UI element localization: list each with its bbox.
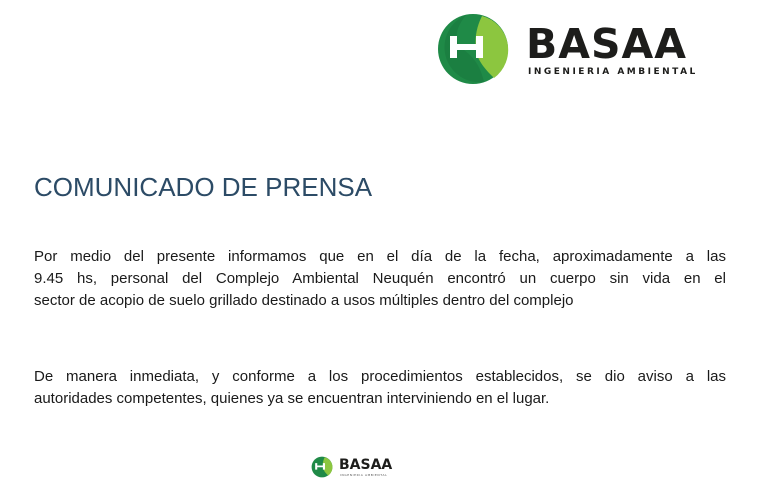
paragraph-notice <box>34 246 726 312</box>
footer-brand-tagline: INGENIERIA AMBIENTAL <box>340 473 388 477</box>
footer-brand-name: BASAA <box>339 457 393 473</box>
paragraph-line: 9.45 hs, personal del Complejo Ambiental Neuquén encontró un cuerpo sin vida en el <box>34 270 726 287</box>
paragraph-line: Por medio del presente informamos que en el día de la fecha, aproximadamente a las <box>34 248 726 265</box>
basaa-leaf-logo-icon <box>436 12 510 86</box>
footer-logo <box>311 454 411 480</box>
paragraph-line: sector de acopio de suelo grillado destinado a usos múltiples dentro del complejo <box>34 292 574 309</box>
paragraph-line: De manera inmediata, y conforme a los procedimientos establecidos, se dio aviso a las <box>34 368 726 385</box>
brand-tagline: INGENIERIA AMBIENTAL <box>528 67 698 77</box>
paragraph-line: autoridades competentes, quienes ya se encuentran interviniendo en el lugar. <box>34 390 550 407</box>
paragraph-response <box>34 366 726 410</box>
basaa-leaf-logo-icon <box>311 456 333 478</box>
brand-name: BASAA <box>526 20 687 68</box>
basaa-logo <box>436 12 736 88</box>
page-title: COMUNICADO DE PRENSA <box>34 172 373 202</box>
